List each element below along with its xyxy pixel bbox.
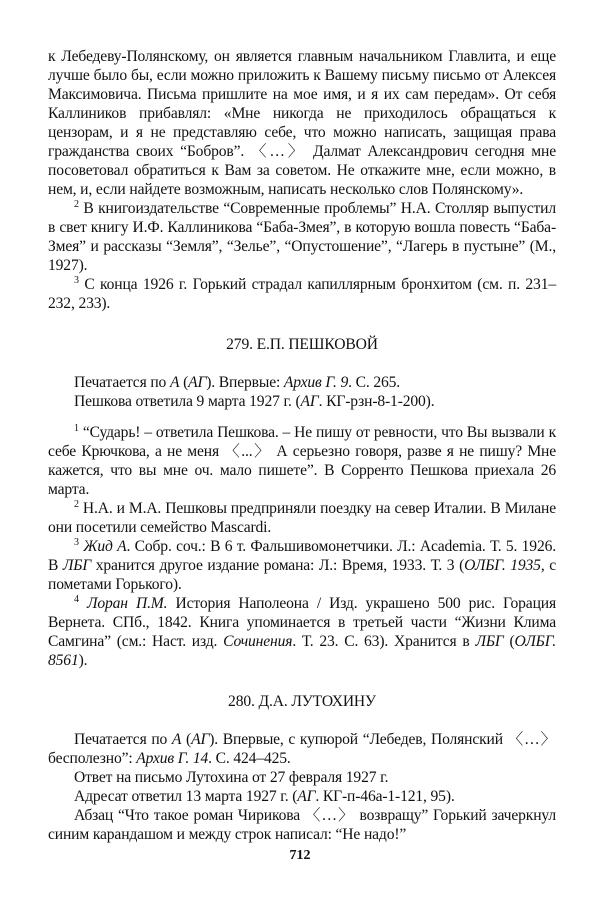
section-heading-280: 280. Д.А. ЛУТОХИНУ bbox=[228, 693, 376, 710]
footnote-2: $^2$ В книгоиздательстве “Современные проблемы” Н.А. Столляр выпустил в свет книгу И.Ф. Каллиникова “Баба-Змея”, в которую вошла повесть “Баба-Змея” и рассказы “Земля”, “Зелье”, “Опустошение”, “Лагерь в пустыне” (М., 1927). bbox=[48, 199, 557, 274]
footnote-279-2: $^2$ Н.А. и М.А. Пешковы предприняли поездку на север Италии. В Милане они посетили семейство Mascardi. bbox=[48, 499, 556, 536]
footnote-marker: 2 bbox=[74, 199, 79, 210]
reply-note-280: Адресат ответил 13 марта 1927 г. (АГ. КГ-п-46а-1-121, 95). bbox=[74, 788, 455, 805]
section-heading-279: 279. Е.П. ПЕШКОВОЙ bbox=[226, 336, 378, 353]
page-body bbox=[48, 47, 556, 844]
footnote-marker: 3 bbox=[74, 275, 79, 286]
reply-note-279: Пешкова ответила 9 марта 1927 г. (АГ. КГ-рзн-8-1-200). bbox=[74, 393, 435, 410]
paragraph-note-280: Абзац “Что такое роман Чирикова 〈…〉 возвращу” Горький зачеркнул синим карандашом и между строк написал: “Не надо!” bbox=[48, 807, 556, 843]
letter-quote-continuation: к Лебедеву-Полянскому, он является главным начальником Главлита, и еще лучше было бы, если можно приложить к Вашему письму письмо от Алексея Максимовича. Письма пришлите на мое имя, и я их сам передам». От себя Каллиников прибавлял: «Мне никогда не приходилось обращаться к цензорам, и я не представляю себе, что можно написать, защищая права гражданства своих “Бобров”. 〈…〉 Далмат Александрович сегодня мне посоветовал обратиться к Вам за советом. Не откажите мне, если можно, в нем, и, если найдете возможным, написать несколько слов Полянскому». bbox=[48, 48, 556, 198]
footnote-279-4: $^4$ Лоран П.М. История Наполеона / Изд. украшено 500 рис. Горация Вернета. СПб., 1842. Книга упоминается в третьей части “Жизни Клима Самгина” (см.: Наст. изд. Сочинения. Т. 23. С. 63). Хранится в ЛБГ (ОЛБГ. 8561). bbox=[48, 594, 556, 669]
page-number: 712 bbox=[289, 848, 311, 863]
footnote-279-1: $^1$ “Сударь! – ответила Пешкова. – Не пишу от ревности, что Вы вызвали к себе Крючкова, а не меня 〈...〉 А серьезно говоря, разве я не пишу? Мне кажется, что вы мне оч. мало пишете”. В Сорренто Пешкова приехала 26 марта. bbox=[48, 423, 556, 498]
answer-to-note-280: Ответ на письмо Лутохина от 27 февраля 1927 г. bbox=[74, 769, 389, 786]
footnote-3: $^3$ С конца 1926 г. Горький страдал капиллярным бронхитом (см. п. 231–232, 233). bbox=[48, 275, 556, 312]
source-note-280: Печатается по А (АГ). Впервые, с купюрой “Лебедев, Полянский 〈…〉 бесполезно”: Архив Г. 14. С. 424–425. bbox=[48, 731, 556, 767]
footnote-279-3: $^3$ Жид А. Собр. соч.: В 6 т. Фальшивомонетчики. Л.: Academia. Т. 5. 1926. В ЛБГ хранится другое издание романа: Л.: Время, 1933. Т. 3 (ОЛБГ. 1935, с пометами Горького). bbox=[48, 537, 556, 593]
source-note-279: Печатается по А (АГ). Впервые: Архив Г. 9. С. 265. bbox=[74, 374, 401, 391]
